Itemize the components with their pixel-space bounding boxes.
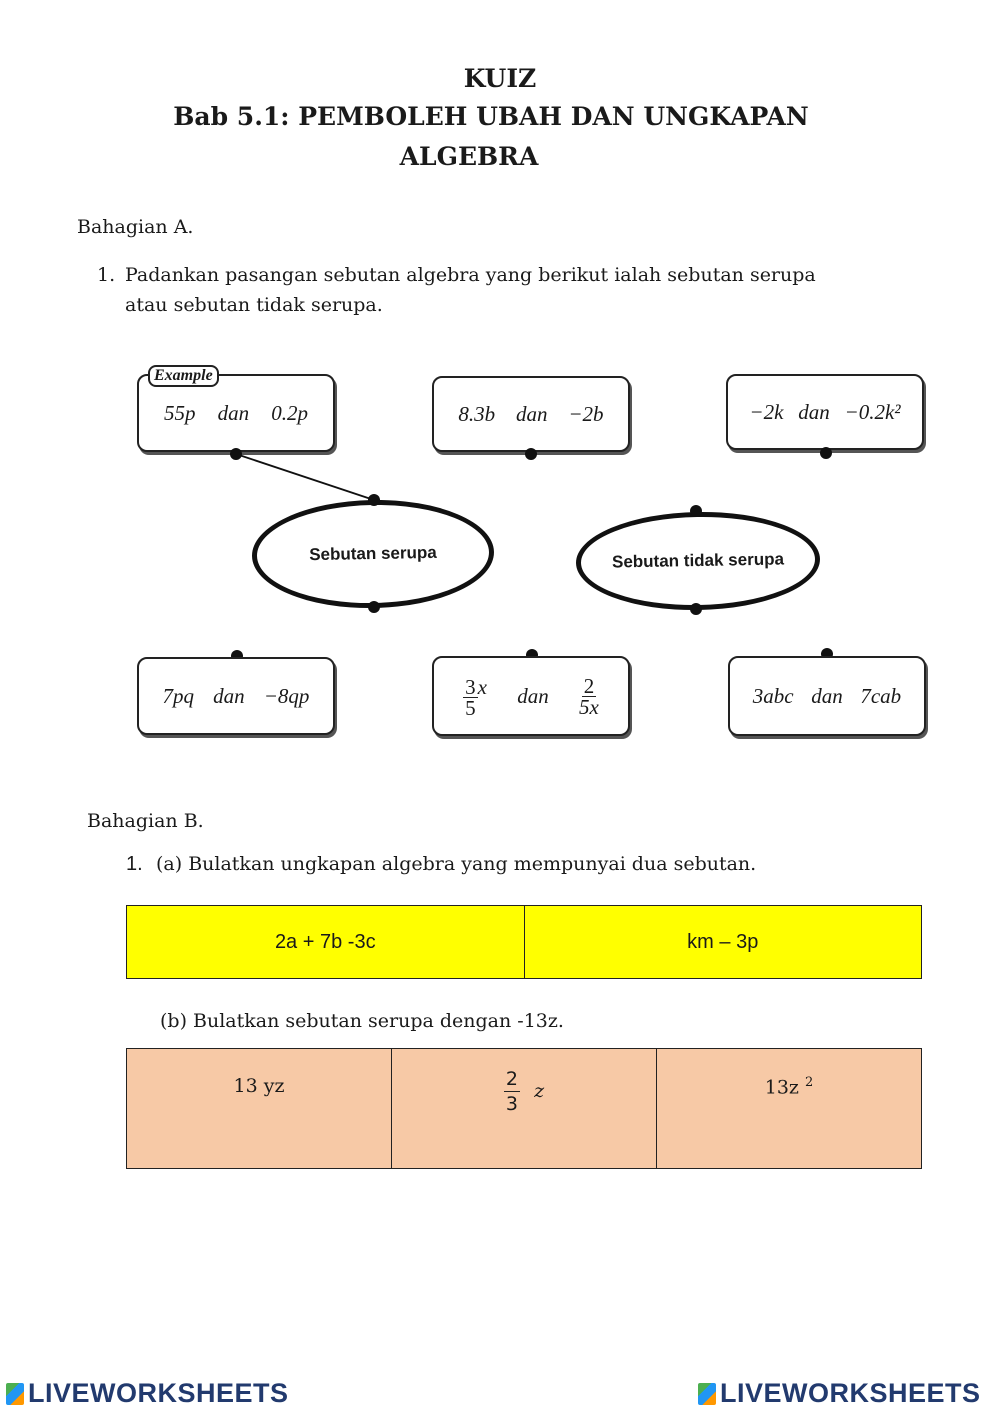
like-terms-ellipse[interactable]: Sebutan serupa — [251, 498, 495, 610]
term-right: 0.2p — [271, 400, 308, 425]
logo-text: LIVEWORKSHEETS — [28, 1378, 289, 1408]
denominator: 3 — [505, 1093, 519, 1115]
term-connector: dan — [217, 400, 250, 425]
numerator: 2 — [505, 1068, 519, 1090]
fraction — [504, 1067, 520, 1116]
fraction-term-right — [579, 673, 599, 719]
section-a-q-number: 1. — [97, 264, 116, 286]
fraction-term-left — [463, 675, 487, 718]
term-pair-box-2[interactable] — [432, 376, 630, 452]
unlike-ellipse-bottom-dot[interactable] — [690, 603, 702, 615]
variable: z — [534, 1080, 545, 1102]
two-term-options-table — [126, 905, 922, 979]
box-3-anchor-dot[interactable] — [820, 447, 832, 459]
denominator: 5x — [579, 694, 599, 719]
term-right: −8qp — [263, 683, 310, 708]
section-a-question-line2: atau sebutan tidak serupa. — [125, 294, 383, 316]
term-left: 8.3b — [458, 401, 496, 426]
option-cell-13yz[interactable]: 13 yz — [127, 1049, 392, 1169]
liveworksheets-logo-left — [6, 1378, 289, 1409]
unlike-ellipse-top-dot[interactable] — [690, 505, 702, 517]
section-b-heading: Bahagian B. — [87, 810, 204, 832]
example-label: Example — [148, 365, 219, 387]
term-connector: dan — [517, 683, 549, 708]
term-connector: dan — [811, 683, 843, 708]
liveworksheets-logo-icon — [6, 1383, 24, 1405]
box-2-anchor-dot[interactable] — [525, 448, 537, 460]
base: 13z — [764, 1076, 799, 1099]
option-cell-fraction-z[interactable] — [392, 1049, 657, 1169]
liveworksheets-logo-right — [698, 1378, 981, 1409]
section-b-part-b: (b) Bulatkan sebutan serupa dengan -13z. — [160, 1010, 564, 1032]
numerator: 3 — [465, 674, 476, 699]
chapter-title: Bab 5.1: PEMBOLEH UBAH DAN UNGKAPAN — [173, 102, 809, 131]
chapter-title-line2: ALGEBRA — [399, 142, 539, 171]
option-cell-13z-squared[interactable] — [657, 1049, 922, 1169]
numerator: 2 — [583, 673, 595, 698]
logo-text: LIVEWORKSHEETS — [720, 1378, 981, 1408]
box-1-anchor-dot[interactable] — [230, 448, 242, 460]
denominator: 5 — [465, 695, 476, 720]
quiz-title: KUIZ — [463, 64, 537, 93]
variable: x — [477, 674, 487, 699]
section-b-part-a: (a) Bulatkan ungkapan algebra yang mempunyai dua sebutan. — [156, 853, 757, 875]
term-left: 7pq — [162, 683, 195, 708]
unlike-terms-ellipse[interactable]: Sebutan tidak serupa — [575, 510, 821, 612]
section-a-question: Padankan pasangan sebutan algebra yang berikut ialah sebutan serupa — [125, 264, 816, 286]
term-connector: dan — [516, 401, 548, 426]
term-right: −2b — [568, 401, 604, 426]
option-cell-1[interactable]: 2a + 7b -3c — [127, 906, 525, 979]
fraction — [463, 674, 478, 720]
term-left: −2k — [749, 399, 784, 424]
like-ellipse-top-dot[interactable] — [368, 494, 380, 506]
section-a-heading: Bahagian A. — [77, 216, 194, 238]
example-connector-line — [236, 454, 374, 500]
liveworksheets-logo-icon — [698, 1383, 716, 1405]
like-term-options-table — [126, 1048, 922, 1169]
term-pair-box-6[interactable] — [728, 656, 926, 736]
term-connector: dan — [213, 683, 245, 708]
exponent: 2 — [804, 1075, 814, 1090]
term-left: 55p — [164, 400, 196, 425]
section-b-q-number: 1. — [126, 853, 143, 875]
term-right: 7cab — [860, 683, 902, 708]
term-pair-box-5[interactable] — [432, 656, 630, 736]
term-left: 3abc — [752, 683, 794, 708]
term-connector: dan — [798, 399, 830, 424]
term-pair-box-4[interactable] — [137, 657, 335, 735]
option-cell-2[interactable]: km – 3p — [524, 906, 922, 979]
term-right: −0.2k² — [844, 399, 901, 424]
term-pair-box-3[interactable] — [726, 374, 924, 450]
like-ellipse-bottom-dot[interactable] — [368, 601, 380, 613]
